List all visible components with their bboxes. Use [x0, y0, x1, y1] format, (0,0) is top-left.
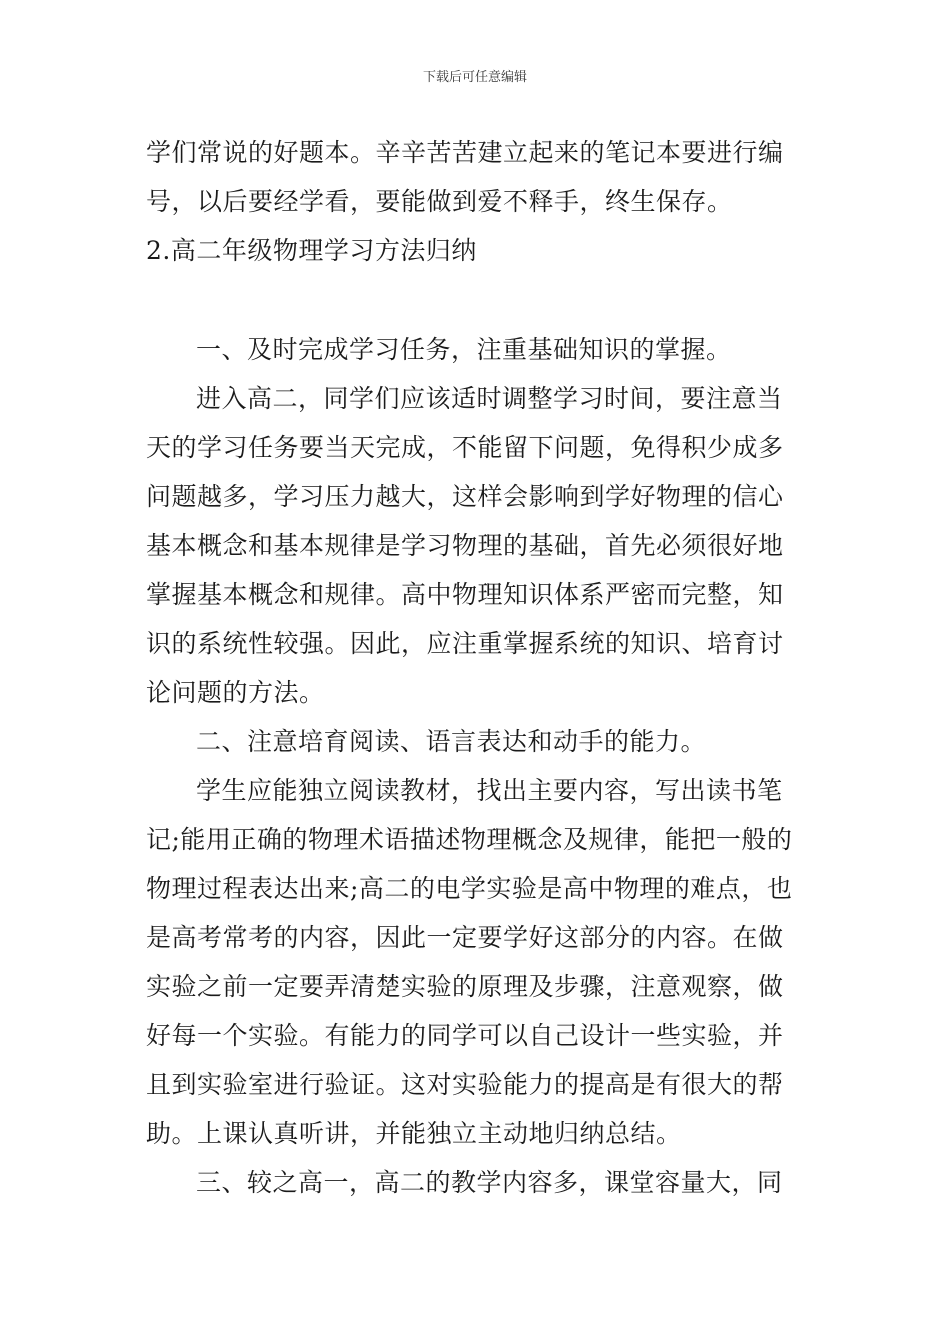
paragraph-line: 天的学习任务要当天完成，不能留下问题，免得积少成多	[146, 433, 784, 462]
subheading-1: 一、及时完成学习任务，注重基础知识的掌握。	[196, 335, 732, 364]
paragraph-line: 号，以后要经学看，要能做到爱不释手，终生保存。	[146, 187, 733, 216]
paragraph-line: 学们常说的好题本。辛辛苦苦建立起来的笔记本要进行编	[146, 138, 784, 167]
subheading-3: 三、较之高一，高二的教学内容多，课堂容量大，同	[196, 1168, 783, 1197]
paragraph-line: 问题越多，学习压力越大，这样会影响到学好物理的信心	[146, 482, 784, 511]
paragraph-line: 掌握基本概念和规律。高中物理知识体系严密而完整，知	[146, 580, 784, 609]
paragraph-line: 实验之前一定要弄清楚实验的原理及步骤，注意观察，做	[146, 972, 784, 1001]
paragraph-line: 进入高二，同学们应该适时调整学习时间，要注意当	[196, 384, 783, 413]
paragraph-line: 是高考常考的内容，因此一定要学好这部分的内容。在做	[146, 923, 784, 952]
paragraph-line: 基本概念和基本规律是学习物理的基础，首先必须很好地	[146, 531, 784, 560]
paragraph-line: 记;能用正确的物理术语描述物理概念及规律，能把一般的	[146, 825, 793, 854]
paragraph-line: 识的系统性较强。因此，应注重掌握系统的知识、培育讨	[146, 629, 784, 658]
paragraph-line: 助。上课认真听讲，并能独立主动地归纳总结。	[146, 1119, 682, 1148]
paragraph-line: 好每一个实验。有能力的同学可以自己设计一些实验，并	[146, 1021, 784, 1050]
paragraph-line: 论问题的方法。	[146, 678, 325, 707]
subheading-2: 二、注意培育阅读、语言表达和动手的能力。	[196, 727, 707, 756]
paragraph-line: 学生应能独立阅读教材，找出主要内容，写出读书笔	[196, 776, 783, 805]
page-header-note: 下载后可任意编辑	[422, 70, 527, 85]
paragraph-line: 物理过程表达出来;高二的电学实验是高中物理的难点，也	[146, 874, 793, 903]
document-body	[146, 128, 806, 1207]
blank-spacer	[146, 275, 806, 325]
paragraph-line: 且到实验室进行验证。这对实验能力的提高是有很大的帮	[146, 1070, 784, 1099]
section-heading: 2.高二年级物理学习方法归纳	[146, 236, 477, 265]
